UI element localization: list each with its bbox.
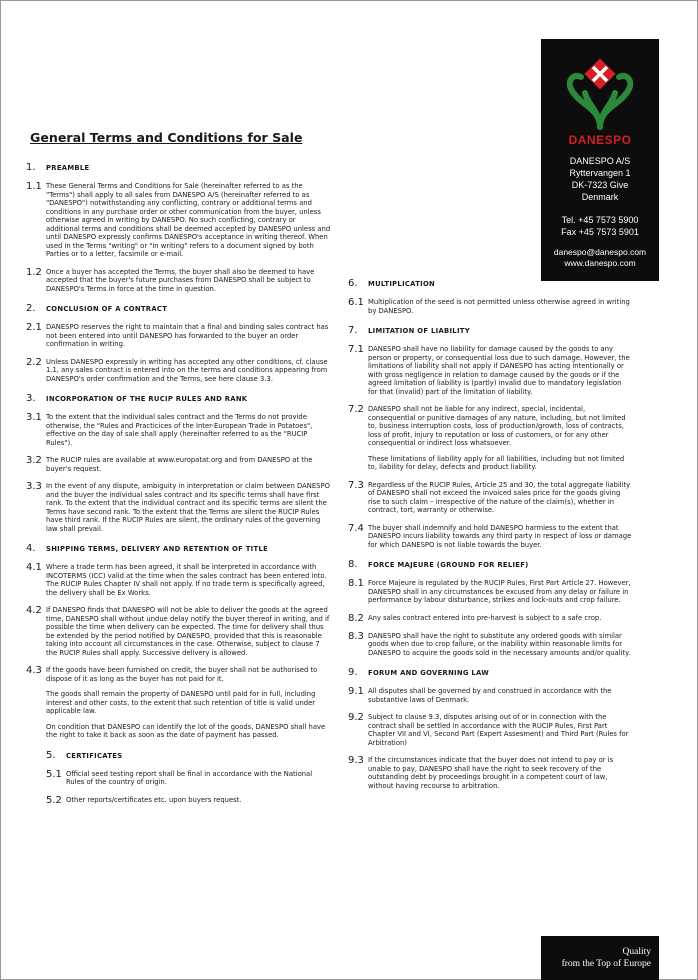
- clause-text: All disputes shall be governed by and construed in accordance with the substantive laws of Denmark.: [368, 687, 612, 704]
- brand-name: DANESPO: [568, 133, 632, 147]
- clause: [348, 614, 632, 623]
- clause-number: 4.3: [26, 665, 42, 676]
- clause-text: Official seed testing report shall be final in accordance with the National Rules of the country of origin.: [66, 769, 313, 786]
- clause-number: 1.2: [26, 266, 42, 278]
- clause-text: Where a trade term has been agreed, it shall be interpreted in accordance with INCOTERMS (ICC) valid at the time when the sales contract has been entered into. The RUCIP Rules Chapter IV shall not apply. If no trade term is specifically agreed, the delivery shall be Ex Works.: [46, 563, 327, 597]
- section-title: MULTIPLICATION: [368, 280, 436, 288]
- section-number: 9.: [348, 667, 358, 678]
- section-heading: [26, 162, 331, 173]
- clause: [348, 524, 632, 550]
- clause-text: Other reports/certificates etc. upon buyers request.: [66, 795, 242, 804]
- fax-line: Fax +45 7573 5901: [561, 227, 639, 237]
- clause-text: These limitations of liability apply for all liabilities, including but not limited to, liability for delay, defects and product liability.: [368, 454, 625, 471]
- section-title: LIMITATION OF LIABILITY: [368, 327, 470, 335]
- clause-text: Unless DANESPO expressly in writing has accepted any other conditions, cf. clause 1.1, any sales contract is entered into on the terms and conditions appearing from DANESPO's order confirmation and the Terms, see here clause 3.3.: [46, 357, 328, 383]
- section-heading: [26, 393, 331, 404]
- section-number: 5.: [46, 749, 56, 761]
- section-number: 2.: [26, 303, 36, 314]
- clause-number: 4.1: [26, 562, 42, 573]
- clause-text: If the goods have been furnished on credit, the buyer shall not be authorised to dispose of it as long as the buyer has not paid for it.: [46, 666, 318, 683]
- certificates-block: [26, 750, 331, 805]
- company-phones: [541, 214, 659, 238]
- footer-line: from the Top of Europe: [561, 959, 651, 969]
- clause: [348, 713, 632, 747]
- clause: [26, 268, 331, 294]
- clause-text: Force Majeure is regulated by the RUCIP Rules, First Part Article 27. However, DANESPO shall in any circumstances be excused from any delay or failure in performance by labour disturbance, strikes and lock-outs and crop failure.: [368, 579, 631, 604]
- clause-text: In the event of any dispute, ambiguity in interpretation or claim between DANESPO and the buyer the individual sales contract and its specific terms shall have first rank. To the extent that the individual contract and its specific terms are silent the Terms have second rank. To the extent that the Terms are silent the RUCIP Rules have third rank. If the RUCIP Rules are silent, the ordinary rules of the governing law shall prevail.: [46, 482, 330, 533]
- clause-text: Multiplication of the seed is not permitted unless otherwise agreed in writing by DANESPO.: [368, 298, 630, 315]
- company-brand-block: [541, 39, 659, 281]
- address-line: DK-7323 Give: [571, 180, 629, 190]
- section-number: 3.: [26, 393, 36, 404]
- section-heading: [26, 543, 331, 554]
- address-line: Denmark: [581, 192, 619, 202]
- section-heading: [348, 325, 632, 336]
- clause-number: 8.3: [348, 630, 364, 642]
- clause-text: Any sales contract entered into pre-harvest is subject to a safe crop.: [368, 613, 602, 622]
- clause-number: 8.1: [348, 578, 364, 589]
- footer-line: Quality: [622, 947, 651, 957]
- section-title: FORCE MAJEURE (GROUND FOR RELIEF): [368, 561, 529, 569]
- website-address: www.danespo.com: [564, 258, 636, 268]
- clause-text: DANESPO shall not be liable for any indirect, special, incidental, consequential or punitive damages of any nature, including, but not limited to, business interruption costs, loss of production/growth, loss of contracts, loss of profit, injury to reputation or loss of customers, or for any other consequential or indirect loss whatsoever.: [368, 405, 626, 447]
- company-address: [541, 155, 659, 203]
- clause-number: 9.3: [348, 755, 364, 766]
- danespo-tulip-logo: [541, 53, 659, 131]
- clause-number: 4.2: [26, 605, 42, 616]
- section-number: 6.: [348, 278, 358, 289]
- clause: [348, 579, 632, 605]
- clause-text: These General Terms and Conditions for Sale (hereinafter referred to as the "Terms") shall apply to all sales from DANESPO A/S (hereinafter referred to as "DANESPO") notwithstanding any conflicting, contrary or additional terms and conditions in any purchase order or other communication from the buyer, unless otherwise agreed in writing by DANESPO. No such conflicting, contrary or additional terms and conditions shall be deemed accepted by DANESPO unless and until DANESPO expressly confirms DANESPO's acceptance in writing thereof. When used in the Terms "writing" or "in writing" refers to a document signed by both Parties or to a letter, facsimile or e-mail.: [46, 182, 331, 258]
- clause: [26, 413, 331, 447]
- clause-text: To the extent that the individual sales contract and the Terms do not provide otherwise, the "Rules and Practicices of the Inter-European Trade in Potatoes", effective on the day of sale shall apply (hereinafter referred to as the "RUCIP Rules").: [46, 413, 313, 447]
- clause-text: The goods shall remain the property of DANESPO until paid for in full, including interest and other costs, to the extent that such retention of title is valid under applicable law.: [46, 690, 316, 715]
- clause: [26, 182, 331, 259]
- clause: [348, 687, 632, 704]
- clause-number: 7.3: [348, 479, 364, 491]
- section-number: 1.: [26, 162, 36, 173]
- section-number: 4.: [26, 543, 36, 554]
- email-address: danespo@danespo.com: [553, 247, 647, 257]
- phone-line: Tel. +45 7573 5900: [561, 215, 639, 225]
- clause: [348, 298, 632, 315]
- right-column: [348, 268, 632, 790]
- section-heading: [46, 750, 331, 761]
- clause-text: DANESPO shall have no liability for damage caused by the goods to any person or property, or consequential loss due to such damage. However, the limitations of liability shall not apply if DANESPO has acting intentionally or with gross negligence in relation to damage caused by the goods or if the agreed limitation of liability is (partly) invalid due to mandatory legislation for that (invalid) part of the limitation of liability.: [368, 345, 630, 396]
- clause: [46, 770, 331, 787]
- clause-text: DANESPO shall have the right to substitute any ordered goods with similar goods when due to crop failure, or the inability within reasonable limits for DANESPO to acquire the goods sold in the necessary amounts and/or quality.: [368, 631, 631, 657]
- section-title: PREAMBLE: [46, 164, 90, 172]
- clause: [348, 345, 632, 396]
- clause: [26, 358, 331, 384]
- clause: [348, 481, 632, 515]
- clause-number: 2.2: [26, 356, 42, 368]
- section-heading: [348, 667, 632, 678]
- section-title: CONCLUSION OF A CONTRACT: [46, 305, 168, 313]
- clause-number: 7.1: [348, 344, 364, 355]
- section-number: 7.: [348, 325, 358, 336]
- clause-text: DANESPO reserves the right to maintain that a final and binding sales contract has not been entered into until DANESPO has forwarded to the buyer an order confirmation in writing.: [46, 323, 329, 348]
- clause-text: The buyer shall indemnify and hold DANESPO harmless to the extent that DANESPO incurs liability towards any third party in respect of loss or damage for which DANESPO is not liable towards the buyer.: [368, 523, 632, 549]
- clause-number: 9.1: [348, 686, 364, 697]
- section-title: SHIPPING TERMS, DELIVERY AND RETENTION OF TITLE: [46, 545, 269, 553]
- clause: [26, 563, 331, 597]
- clause-number: 6.1: [348, 297, 364, 308]
- clause-text: If the circumstances indicate that the buyer does not intend to pay or is unable to pay, DANESPO shall have the right to seek recovery of the outstanding debt by proceedings brought in a competent court of law, without having recourse to arbitration.: [368, 756, 614, 790]
- document-title: General Terms and Conditions for Sale: [30, 130, 303, 145]
- clause-number: 7.2: [348, 404, 364, 415]
- section-title: INCORPORATION OF THE RUCIP RULES AND RANK: [46, 395, 248, 403]
- left-column: [26, 152, 331, 805]
- clause-text: Regardless of the RUCIP Rules, Article 25 and 30, the total aggregate liability of DANESPO shall not exceed the invoiced sales price for the goods giving rise to such claim – irrespective of the nature of the claim(s), whether in contract, tort, warranty or otherwise.: [368, 480, 631, 514]
- clause-text: Once a buyer has accepted the Terms, the buyer shall also be deemed to have accepted that the buyer's future purchases from DANESPO shall be subject to DANESPO's Terms in force at the time in question.: [46, 267, 315, 293]
- section-title: FORUM AND GOVERNING LAW: [368, 669, 490, 677]
- address-line: Ryttervangen 1: [569, 168, 631, 178]
- clause: [26, 666, 331, 740]
- section-heading: [26, 303, 331, 314]
- clause: [26, 456, 331, 473]
- clause-number: 3.2: [26, 455, 42, 466]
- section-heading: [348, 559, 632, 570]
- clause: [26, 323, 331, 349]
- clause-number: 7.4: [348, 522, 364, 534]
- section-title: CERTIFICATES: [66, 751, 123, 760]
- clause: [46, 796, 331, 805]
- section-number: 8.: [348, 559, 358, 570]
- address-line: DANESPO A/S: [569, 156, 631, 166]
- clause: [26, 482, 331, 533]
- clause-text: The RUCIP rules are available at www.europatat.org and from DANESPO at the buyer's request.: [46, 456, 313, 473]
- section-heading: [348, 278, 632, 289]
- clause: [26, 606, 331, 657]
- clause-text: On condition that DANESPO can identify the lot of the goods, DANESPO shall have the right to take it back as soon as the date of payment has passed.: [46, 722, 326, 739]
- clause-number: 3.3: [26, 481, 42, 492]
- clause-text: Subject to clause 9.3, disputes arising out of or in connection with the contract shall be settled in accordance with the RUCIP Rules, First Part Chapter VII and VI, Second Part (Expert Assesment) and Third Part (Rules for Arbitration): [368, 713, 629, 747]
- footer-quality-block: [541, 936, 659, 980]
- clause-number: 5.2: [46, 794, 62, 806]
- company-contacts: [541, 247, 659, 269]
- clause-number: 9.2: [348, 712, 364, 723]
- clause-number: 2.1: [26, 322, 42, 333]
- clause: [348, 756, 632, 790]
- clause-number: 1.1: [26, 181, 42, 192]
- clause: [348, 405, 632, 472]
- clause-number: 3.1: [26, 412, 42, 423]
- clause-number: 8.2: [348, 612, 364, 624]
- clause-number: 5.1: [46, 768, 62, 780]
- clause: [348, 632, 632, 658]
- clause-text: If DANESPO finds that DANESPO will not be able to deliver the goods at the agreed time, DANESPO shall without undue delay notify the buyer thereof in writing, and if possible the time when delivery can be expected. The time for delivery shall thus be extended by the period notified by DANESPO, provided that this is reasonable taking into account all circumstances in the case. Otherwise, subject to clause 7 the RUCIP Rules shall apply. Successive delivery is allowed.: [46, 606, 330, 657]
